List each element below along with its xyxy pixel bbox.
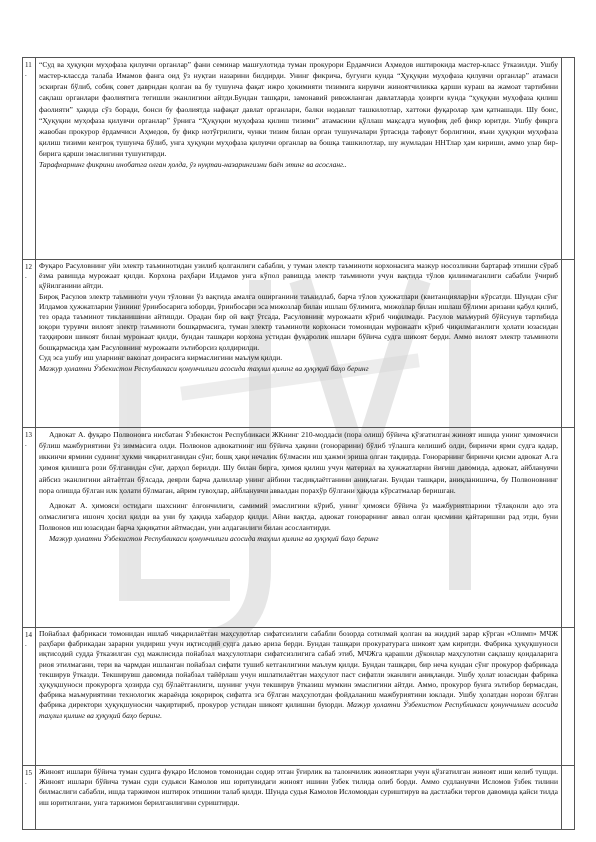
case-row-14 bbox=[23, 628, 575, 766]
case-answer-cell bbox=[562, 766, 575, 830]
case-text: Адвокат А. фуқаро Полвоновга нисбатан Ўзбекистон Республикаси ЖКнинг 210-моддаси (пора олиш) бўйича қўзғатилган жиноят ишида унинг ҳимоячиси бўлиш мажбуриятини ўз зиммасига олди. Полвонов адвокатнинг иш бўйича ҳақини (гонорарини) бўлиб тўлашга келишиб олди, биринчи ярми судга қадар, иккинчи ярмини суднинг ҳукми чиқарилганидан сўнг, бошқ ҳақи нечалик бўлмасин иш ҳажми эриша олган тақдирда. Гонорарнинг биринчи қисми адвокат А.га ҳимоя қилишга рози бўлганидан сўнг, дарҳол берилди. Шу билан бирга, ҳимоя қилиш учун материал ва ҳужжатларни йиғиш давомида, адвокат, айбланувчи айбсиз эканлигини айтаётган бўлсада, деярли барча далиллар унинг айбини тасдиқлаётганини аниқлаган. Бундан ташқари, аниқланишича, бу Полвоновнинг пора олишда бўлган илк ҳолати бўлмаган, айрим гувоҳлар, айбланувчи аввалдан порахўр бўлгани ҳақида кўрсатмалар беришган. bbox=[39, 430, 558, 495]
case-answer-cell bbox=[562, 260, 575, 428]
case-text: “Суд ва ҳуқуқни муҳофаза қилувчи органлар” фани семинар машғулотида туман прокурори Ёрдамчиси Аҳмедов иштирокида мастер-класс ўтказилди. Ушбу мастер-классда талаба Имамов фанга оид ўз нуқтаи назарини билдирди. Унинг фикрича, бугунги кунда “Ҳуқуқни муҳофаза қилувчи органлар” атамаси эскирган бўлиб, собиқ совет даврндан қолган ва бу тушунча фақат ижро ҳокимияти тизимига кирувчи жиноятчиликка қарши кураш ва жамоат тартибини сақлаш органлари фаолиятига тегишли эканлигини айтди.Бундан ташқари, замонавий ривожланган давлатларда ҳозирги кунда “ҳуқуқни муҳофаза қилиш фаолияти” ҳақида сўз боради, бонси бу фаолиятда нафақат давлат органлари, балки нодавлат ташкилотлар, хаттоки фуқаролар ҳам қатнашади. Шу боис, “Ҳуқуқни муҳофаза қилувчи органлар” ўрнига “Ҳуқуқни муҳофаза қилиш тизими” атамасини қўллаш мақсадга мувофиқ деб фикр юритди. Ушбу фикрга жавобан прокурор ёрдамчиси Аҳмедов, бу фикр нотўғрилиги, чунки тизим билан орган тушунчалари ўртасида тафовут борлигини, яъни ҳуқуқни муҳофаза қилиш тизими кенгроқ тушунча бўлиб, унга ҳуқуқни муҳофаза қилувчи органлар ва бошқа ташкилотлар, шу жумладан ННТлар ҳам кириши, аммо улар бир-бирига қарши эмаслигини тушунтирди. bbox=[39, 60, 558, 159]
case-answer-cell bbox=[562, 58, 575, 260]
case-text: Бироқ Расулов электр таъминоти учун тўловни ўз вақтида амалга оширганини таъкидлаб, барча тўлов ҳужжатлари (квитанциялар)ни кўрсатди. Шундан сўнг Илдамов ҳужжатларни ўзининг ўринбосарига юборди, ўринбосари эса мижозлар билан ишлаш бўлимига, мижозлар билан ишлаш бўлими аризани қабул қилиб, тез орада таъминот тикланишини айтишди. Орадан бир ой вақт ўтсада, Расуловнинг мурожаати кўриб чиқилмади. Расулов маъмурий бўйсунув тартибида юқори турувчи вилоят электр таъминоти бошқармасига, туман электр таъминоти корхонаси томонидан мурожаати кўриб чиқилмаганлиги ҳолати юзасидан таҳқирови шикоят билан мурожаат қилди, бундан ташқари корхона устидан фуқаролик ишлари бўйича судга шикоят берди. Аммо вилоят электр таъминоти бошқармасида ҳам Расуловнинг мурожаати эътиборсиз қолдирилди. bbox=[39, 291, 558, 352]
case-body bbox=[36, 766, 562, 830]
case-number: 11 . bbox=[23, 58, 36, 260]
case-body bbox=[36, 260, 562, 428]
case-answer-cell bbox=[562, 628, 575, 766]
case-text-main: Пойабзал фабрикаси томонидан ишлаб чиқарилаётган маҳсулотлар сифатсизлиги сабабли бозорда сотилмай қолган ва жиддий зарар кўрган «Олимп» МЧЖ раҳбари фабрикадан зарарни ундириш учун иқтисодий судга даъво ариза берди. Бундан ташқари прокуратурага шикоят ҳам киритди. Фабрика ҳуқуқшуноси иқтисодий судда ўтказилган суд мажлисида пойабзал маҳсулотлари сифатсизлигига сабаб этиб, МЧЖга қарашли дўконлар маҳсулотни сақлашу қоидаларига риоя этилмагани, тери ва чармдан ишланган пойабзал сифати тушиб кетганлигини маълум қилди. Бундан ташқари, бир неча кундан сўнг прокурор фабрикада текширув ўтказди. Текширувш давомида пойабзал тайёрлаш учун ишлатилаётган маҳсулот паст сифатли эканлиги аниқланди. Ушбу ҳолат юзасидан фабрика ҳуқуқшуноси прокурорга ҳозирда суд бўлаётганлиги, шунинг учун текширув ўтказиш мумкин эмаслигини айтди. Аммо, прокурор бунга эътибор бермасдан, фабрика маъмуриятини технологик жараёнда юқорироқ сифатга эга бўлган маҳсулотдан фойдаланиш мажбуриятини юклади. Ушбу ҳолатдан норози бўлган фабрика директори ҳуқуқшуносни чақиртириб, прокурор устидан шикоят қилишни буюрди. bbox=[39, 629, 558, 710]
case-number: 14 . bbox=[23, 628, 36, 766]
case-body bbox=[36, 58, 562, 260]
case-row-15 bbox=[23, 766, 575, 830]
case-answer-cell bbox=[562, 428, 575, 628]
case-number: 15 . bbox=[23, 766, 36, 830]
case-number: 13 . bbox=[23, 428, 36, 628]
case-body bbox=[36, 628, 562, 766]
case-text: Суд эса ушбу иш уларнинг ваколат доирасига кирмаслигини маълум қилди. bbox=[39, 352, 283, 362]
case-text: Адвокат А. ҳимояси остидаги шахснинг ёлғончилиги, самимий эмаслигини кўриб, унинг ҳимояси бўйича ўз мажбуриятларини тўлақонли адо эта олмаслигига ишонч ҳосил қилди ва уни бу ҳақида хабардор қилди. Айни вақтда, адвокат гонорарнинг аввал олган қисмини қайтаришни рад этди, буни Полвонов иш юзасидан барча ҳақиқатни айтмасдан, уни алдаганлиги билан асослантирди. bbox=[39, 500, 558, 533]
case-task: Мазкур ҳолатни Ўзбекистон Республикаси қонунчилиги асосида таҳлил қилинг ва ҳуқуқий баҳо беринг bbox=[39, 364, 369, 374]
case-task: Мазкур ҳолатни Ўзбекистон Республикаси қонунчилиги асосида таҳлил қилинг ва ҳуқуқий баҳо беринг. bbox=[39, 700, 558, 720]
case-text: Фуқаро Расуловнинг уйи электр таъминотидан узилиб қолганлиги сабабли, у туман электр таъминоти корхонасига мазкур носозликни бартараф этишни сўраб ёзма равишда мурожаат қилди. Корхона раҳбари Илдамов унга кўпол равишда электр таъминоти учун вақтида тўлов қилинмаганлиги сабабли ўчириб қўйилганини айтди. bbox=[39, 261, 558, 291]
case-task: Тарафларнинг фикрини инобатга олган ҳолда, ўз нуқтаи-назарингизни баён этинг ва асосланг.. bbox=[39, 160, 347, 170]
case-row-12 bbox=[23, 260, 575, 428]
case-body bbox=[36, 428, 562, 628]
case-row-13 bbox=[23, 428, 575, 628]
case-text bbox=[39, 629, 558, 721]
case-number: 12 . bbox=[23, 260, 36, 428]
case-text: Жиноят ишлари бўйича туман судига фуқаро Исломов томонидан содир этган ўғирлик ва талончилик жиноятлари учун қўзғатилган жиноят иши келиб тушди. Жиноят ишлари бўйича туман суди судьяси Камолов иш юритувидаги жиноят ишини ўзбек тилида олиб борди. Аммо судланувчи Исломов ўзбек тилини билмаслиги сабабли, ишда таржимон иштирок этишини талаб қилди. Шунда судья Камолов Исломовдан суриштирув ва дастлабки тергов давомида қайси тилда иш юритилгани, унга таржимон берилганлигини суриштирди. bbox=[39, 767, 558, 807]
cases-sheet bbox=[22, 57, 574, 830]
cases-table bbox=[22, 57, 575, 830]
case-row-11 bbox=[23, 58, 575, 260]
case-task: Мазкур ҳолатни Ўзбекистон Республикаси қонунчилиги асосида таҳлил қилинг ва ҳуқуқий баҳо беринг bbox=[49, 534, 379, 544]
